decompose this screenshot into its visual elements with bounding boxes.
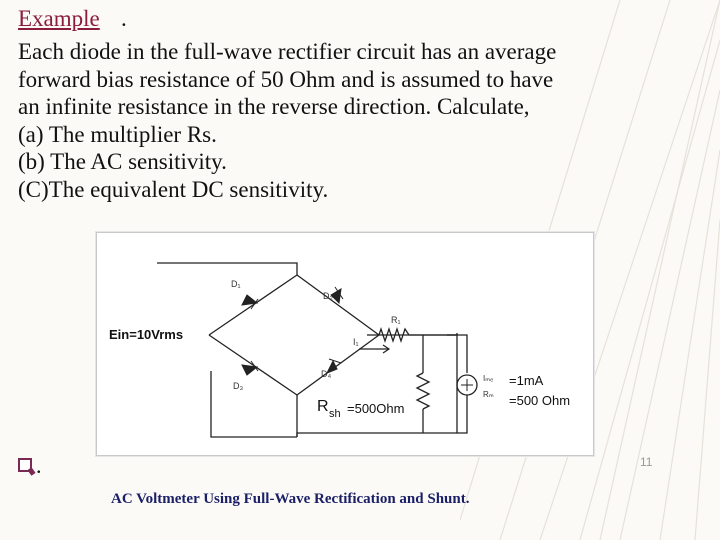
d1-label: D₁ [231, 279, 241, 289]
example-heading: Example [18, 6, 100, 31]
d3-label: D₃ [233, 381, 244, 391]
slide-number: 11 [640, 455, 653, 469]
ifd-value: =1mA [509, 373, 544, 388]
problem-statement [18, 38, 708, 203]
r1-label: R₁ [391, 315, 401, 325]
ein-label: Ein=10Vrms [109, 327, 184, 342]
i1-label: I₁ [353, 337, 359, 347]
rm-value: =500 Ohm [509, 393, 571, 408]
question-b: (b) The AC sensitivity. [18, 149, 227, 174]
rsh-subscript: sh [329, 408, 341, 420]
d2-label: D₂ [323, 291, 333, 301]
rm-label: Rₘ [483, 390, 494, 399]
figure-caption: AC Voltmeter Using Full-Wave Rectification and Shunt. [111, 491, 470, 507]
bullet-text: . [36, 453, 42, 478]
rsh-value: =500Ohm [347, 401, 405, 416]
d4-label: D₄ [321, 369, 332, 379]
statement-line: forward bias resistance of 50 Ohm and is assumed to have [18, 66, 554, 92]
heading-period: . [121, 6, 127, 31]
statement-line: an infinite resistance in the reverse direction. Calculate, [18, 94, 530, 119]
bullet-icon [18, 458, 32, 472]
statement-line: Each diode in the full-wave rectifier circuit has an average [18, 39, 557, 64]
rectifier-circuit-diagram [97, 233, 593, 455]
circuit-figure [96, 232, 594, 456]
question-a: (a) The multiplier Rs. [18, 121, 217, 147]
rsh-symbol: R [317, 398, 329, 415]
question-c: (C)The equivalent DC sensitivity. [18, 176, 329, 202]
ifd-label: Iₘₑ [483, 374, 494, 383]
